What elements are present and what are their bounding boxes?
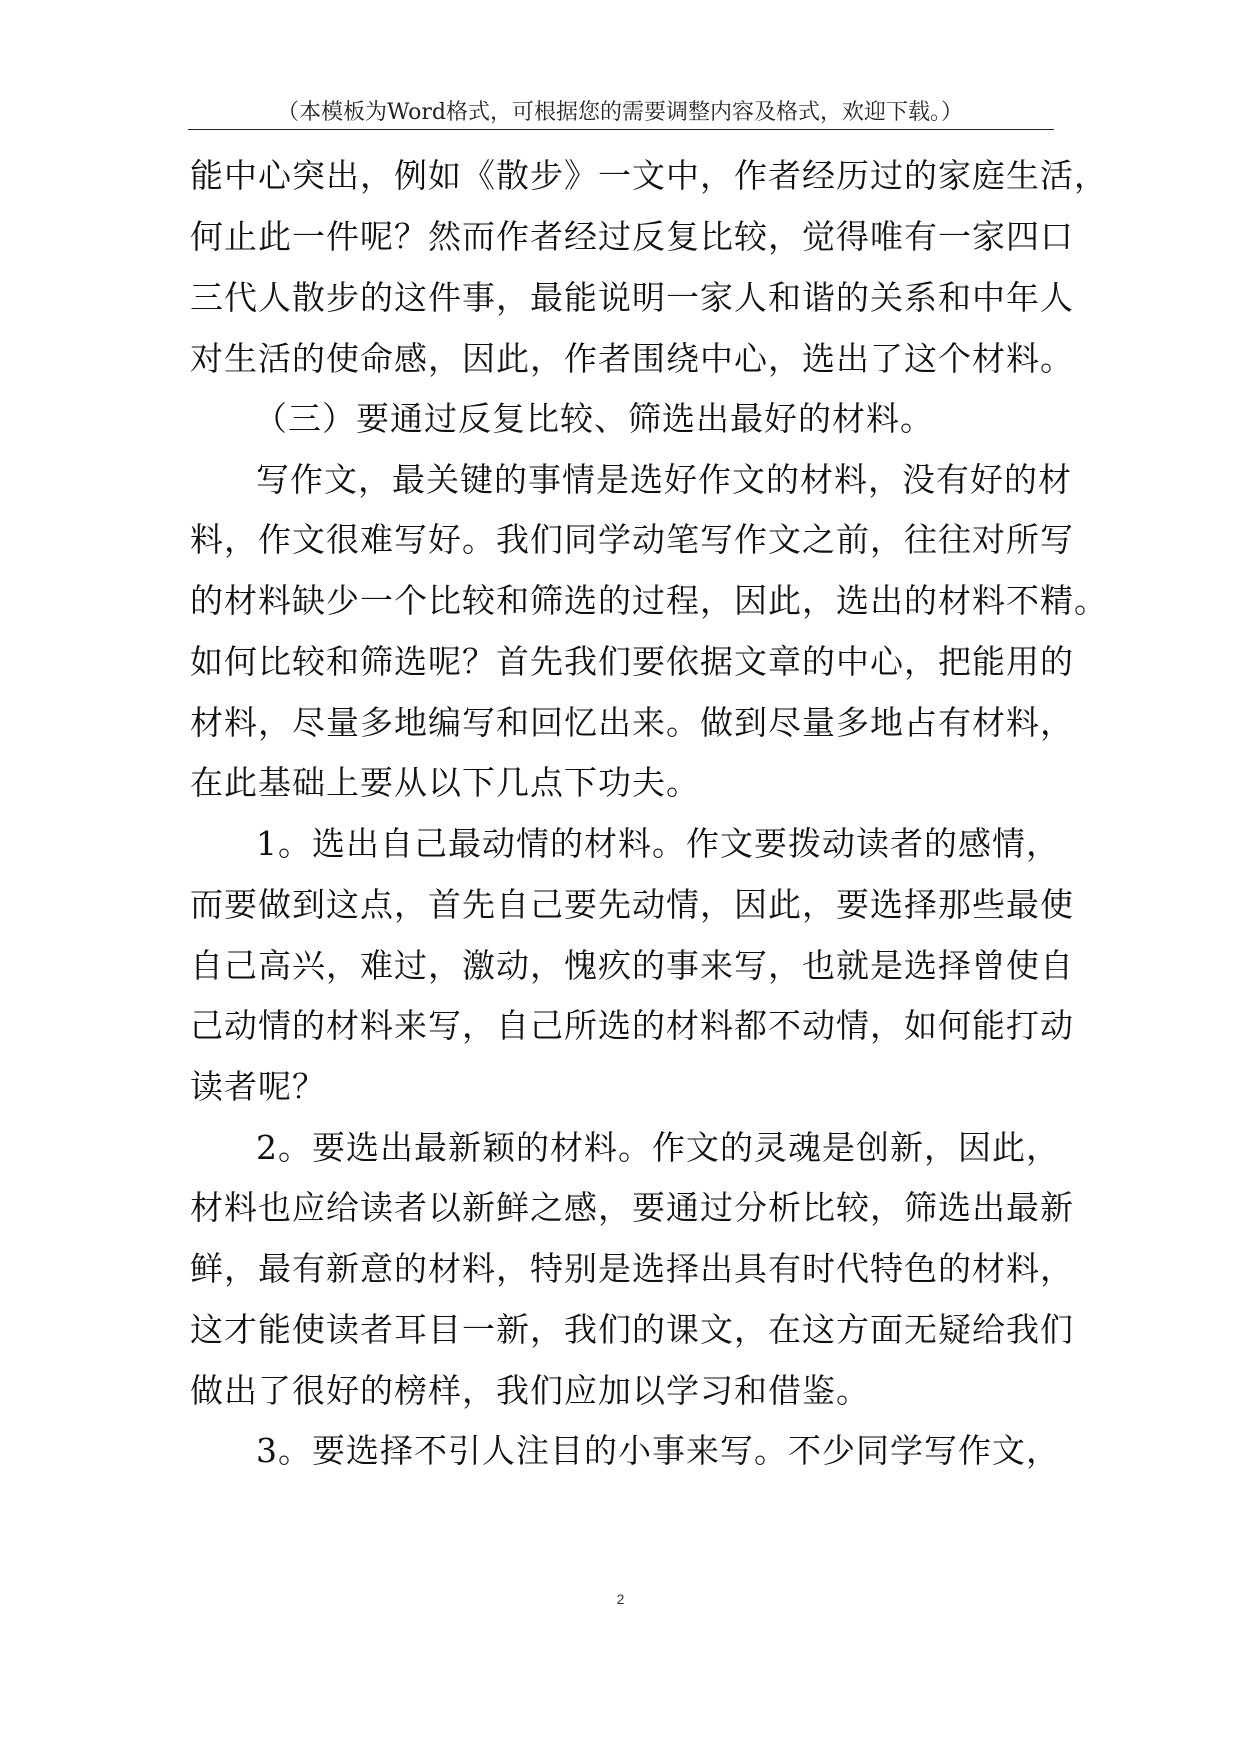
text-line: 对生活的使命感，因此，作者围绕中心，选出了这个材料。 [190, 339, 1074, 378]
header-note: （本模板为Word格式，可根据您的需要调整内容及格式，欢迎下载。） [277, 100, 963, 125]
text-line: 材料也应给读者以新鲜之感，要通过分析比较，筛选出最新 [190, 1188, 1074, 1227]
text-line: 读者呢？ [190, 1067, 326, 1106]
text-line: 这才能使读者耳目一新，我们的课文，在这方面无疑给我们 [190, 1310, 1074, 1349]
section-heading: （三）要通过反复比较、筛选出最好的材料。 [254, 399, 934, 438]
text-line: 做出了很好的榜样，我们应加以学习和借鉴。 [190, 1371, 870, 1410]
text-line: 写作文，最关键的事情是选好作文的材料，没有好的材 [256, 460, 1072, 499]
text-line: 料，作文很难写好。我们同学动笔写作文之前，往往对所写 [190, 520, 1074, 559]
list-item-heading: 3。要选择不引人注目的小事来写。不少同学写作文， [256, 1431, 1060, 1470]
text-line: 材料，尽量多地编写和回忆出来。做到尽量多地占有材料， [190, 703, 1074, 742]
text-line: 鲜，最有新意的材料，特别是选择出具有时代特色的材料， [190, 1249, 1074, 1288]
text-line: 己动情的材料来写，自己所选的材料都不动情，如何能打动 [190, 1006, 1074, 1045]
text-line: 如何比较和筛选呢？首先我们要依据文章的中心，把能用的 [190, 642, 1074, 681]
list-item-heading: 1。选出自己最动情的材料。作文要拨动读者的感情， [256, 824, 1060, 863]
list-item-heading: 2。要选出最新颖的材料。作文的灵魂是创新，因此， [256, 1128, 1060, 1167]
text-line: 何止此一件呢？然而作者经过反复比较，觉得唯有一家四口 [190, 217, 1074, 256]
text-line: 而要做到这点，首先自己要先动情，因此，要选择那些最使 [190, 885, 1074, 924]
page-number: 2 [616, 1591, 625, 1607]
text-line: 能中心突出，例如《散步》一文中，作者经历过的家庭生活， [190, 156, 1108, 195]
text-line: 三代人散步的这件事，最能说明一家人和谐的关系和中年人 [190, 278, 1074, 317]
text-line: 在此基础上要从以下几点下功夫。 [190, 763, 700, 802]
text-line: 自己高兴，难过，激动，愧疚的事来写，也就是选择曾使自 [190, 946, 1074, 985]
text-line: 的材料缺少一个比较和筛选的过程，因此，选出的材料不精。 [190, 581, 1108, 620]
header-rule [188, 129, 1054, 130]
